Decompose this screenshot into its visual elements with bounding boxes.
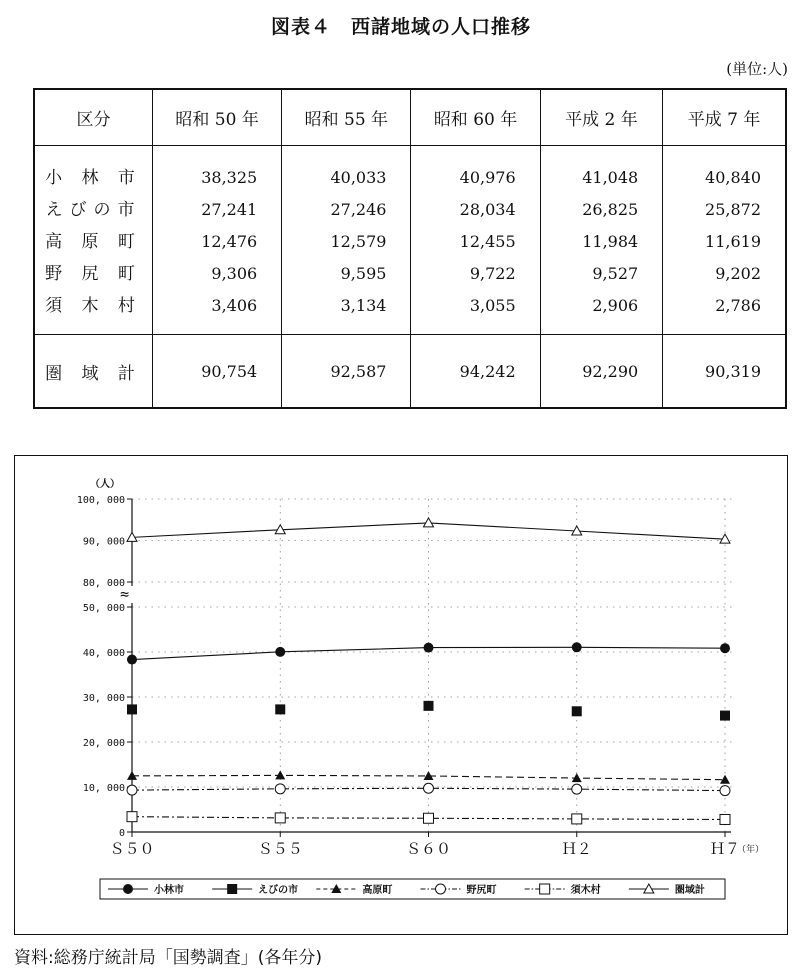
x-unit-label: （年） [737, 845, 765, 855]
data-point [127, 812, 137, 822]
x-tick-label: Ｓ５０ [109, 840, 155, 858]
table-cell: 2,906 [592, 296, 639, 315]
table-cell: 40,840 [705, 168, 761, 187]
y-tick-label: 50, 000 [82, 603, 125, 614]
table-cell: 9,202 [715, 264, 761, 283]
page-title: 図表４ 西諸地域の人口推移 [270, 16, 531, 38]
data-point [720, 786, 730, 796]
legend-marker [123, 884, 133, 894]
table-cell: 2,786 [715, 296, 761, 315]
y-tick-label: 0 [118, 828, 125, 839]
y-tick-label: 10, 000 [82, 783, 125, 794]
table-cell: 38,325 [201, 168, 258, 187]
data-point [720, 814, 730, 824]
table-cell: 9,306 [211, 264, 258, 283]
data-point [275, 647, 285, 657]
table-cell: 41,048 [582, 168, 639, 187]
row-name: 高 原 町 [45, 232, 142, 252]
y-axis-label: （人） [90, 479, 120, 490]
population-table [33, 88, 787, 409]
y-tick-label: 90, 000 [82, 536, 125, 548]
total-cell: 92,587 [282, 335, 411, 409]
table-header-row [34, 89, 786, 146]
h7-column [663, 146, 786, 323]
table-cell: 28,034 [459, 200, 516, 219]
data-point [720, 643, 730, 653]
row-name: 小 林 市 [45, 168, 142, 188]
data-point [572, 814, 582, 824]
table-cell: 27,246 [330, 200, 387, 219]
data-point [275, 704, 285, 714]
data-point [127, 704, 137, 714]
legend-marker [436, 884, 446, 894]
axis-break-symbol: ≈ [119, 585, 129, 603]
name-column [34, 146, 153, 323]
header-s50: 昭和 50 年 [153, 89, 282, 146]
table-cell: 3,134 [340, 296, 387, 315]
data-point [720, 711, 730, 721]
legend-label: えびの市 [258, 885, 299, 896]
table-cell: 9,722 [469, 264, 516, 283]
header-s55: 昭和 55 年 [282, 89, 411, 146]
legend-label: 野尻町 [466, 885, 497, 896]
table-cell: 9,527 [592, 264, 639, 283]
x-tick-label: Ｈ２ [561, 840, 592, 858]
s50-column [153, 146, 282, 323]
table-cell: 26,825 [582, 200, 639, 219]
data-point [424, 643, 434, 653]
y-tick-label: 20, 000 [82, 738, 125, 749]
data-point [572, 784, 582, 794]
total-cell: 92,290 [540, 335, 663, 409]
table-cell: 12,455 [459, 232, 516, 251]
row-name: 野 尻 町 [45, 264, 142, 284]
table-cell: 40,033 [330, 168, 387, 187]
table-total-row [34, 335, 786, 409]
data-point [424, 813, 434, 823]
row-name: えびの市 [45, 200, 142, 220]
data-point [424, 518, 434, 527]
header-category: 区分 [34, 89, 153, 146]
table-cell: 3,406 [211, 296, 258, 315]
table-spacer-row [34, 322, 786, 335]
header-s60: 昭和 60 年 [411, 89, 540, 146]
unit-label: (単位:人) [726, 60, 788, 78]
chart-frame [14, 455, 788, 935]
total-cell: 90,319 [663, 335, 786, 409]
data-point [424, 783, 434, 793]
y-tick-label: 80, 000 [82, 578, 125, 589]
table-cell: 12,476 [201, 232, 258, 251]
data-point [127, 655, 137, 665]
table-cell: 12,579 [330, 232, 387, 251]
total-label: 圏 域 計 [45, 363, 142, 384]
h2-column [540, 146, 663, 323]
s55-column [282, 146, 411, 323]
total-cell: 90,754 [153, 335, 282, 409]
x-tick-label: Ｓ６０ [405, 840, 452, 858]
y-tick-label: 100, 000 [76, 495, 125, 506]
table-cell: 11,619 [705, 232, 761, 251]
data-point [127, 785, 137, 795]
x-tick-label: Ｈ７ [709, 840, 741, 858]
s60-column [411, 146, 540, 323]
table-cell: 40,976 [459, 168, 516, 187]
data-point [424, 701, 434, 711]
legend-label: 須木村 [570, 885, 601, 896]
legend-label: 圏域計 [674, 885, 705, 896]
legend-marker [227, 884, 237, 894]
row-name: 須 木 村 [45, 296, 142, 316]
legend-label: 高原町 [362, 885, 393, 896]
total-cell: 94,242 [411, 335, 540, 409]
table-cell: 25,872 [705, 200, 761, 219]
x-tick-label: Ｓ５５ [257, 840, 303, 858]
y-tick-label: 30, 000 [82, 693, 125, 704]
table-cell: 9,595 [340, 264, 387, 283]
legend-label: 小林市 [154, 885, 184, 896]
source-note: 資料:総務庁統計局「国勢調査」(各年分) [14, 948, 322, 968]
data-point [275, 813, 285, 823]
legend-marker [540, 884, 550, 894]
table-cell: 3,055 [469, 296, 516, 315]
y-tick-label: 40, 000 [82, 648, 125, 659]
data-point [572, 706, 582, 716]
table-cell: 11,984 [582, 232, 639, 251]
header-h2: 平成 2 年 [540, 89, 663, 146]
table-body-row [34, 146, 786, 323]
data-point [275, 784, 285, 794]
population-line-chart [15, 456, 787, 934]
table-cell: 27,241 [201, 200, 258, 219]
data-point [572, 642, 582, 652]
header-h7: 平成 7 年 [663, 89, 786, 146]
